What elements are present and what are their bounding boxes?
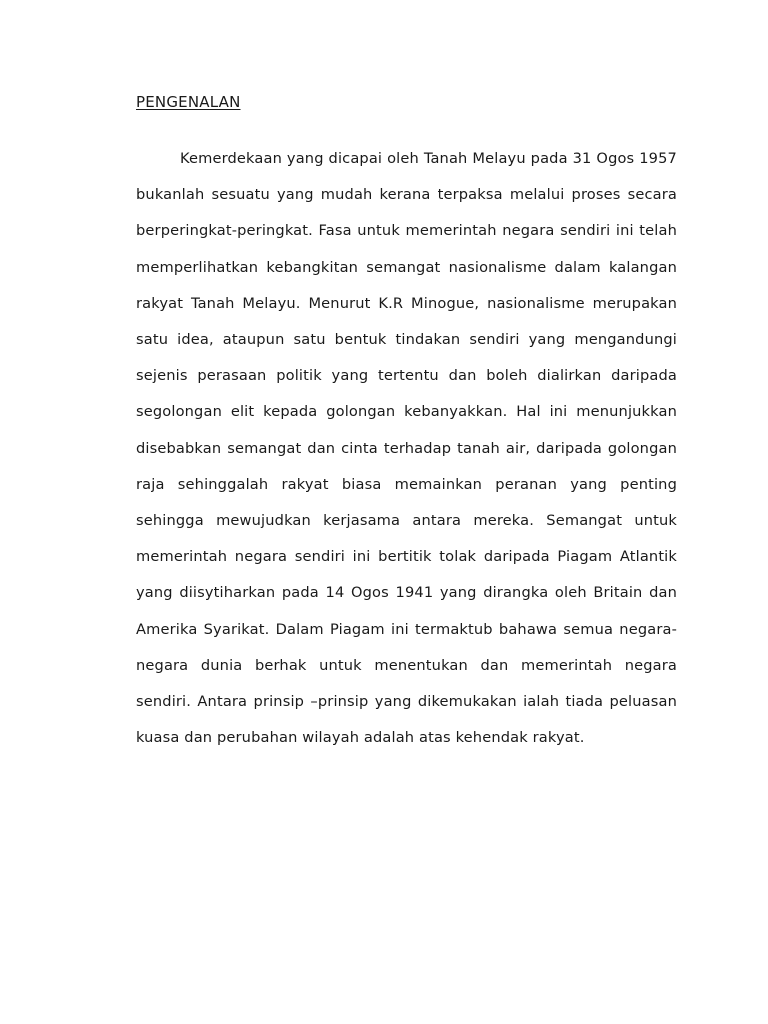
body-paragraph: Kemerdekaan yang dicapai oleh Tanah Melayu pada 31 Ogos 1957 bukanlah sesuatu yang mudah kerana terpaksa melalui proses secara berperingkat-peringkat. Fasa untuk memerintah negara sendiri ini telah memperlihatkan kebangkitan semangat nasionalisme dalam kalangan rakyat Tanah Melayu. Menurut K.R Minogue, nasionalisme merupakan satu idea, ataupun satu bentuk tindakan sendiri yang mengandungi sejenis perasaan politik yang tertentu dan boleh dialirkan daripada segolongan elit kepada golongan kebanyakkan. Hal ini menunjukkan disebabkan semangat dan cinta terhadap tanah air, daripada golongan raja sehinggalah rakyat biasa memainkan peranan yang penting sehingga mewujudkan kerjasama antara mereka. Semangat untuk memerintah negara sendiri ini bertitik tolak daripada Piagam Atlantik yang diisytiharkan pada 14 Ogos 1941 yang dirangka oleh Britain dan Amerika Syarikat. Dalam Piagam ini termaktub bahawa semua negara-negara dunia berhak untuk menentukan dan memerintah negara sendiri. Antara prinsip –prinsip yang dikemukakan ialah tiada peluasan kuasa dan perubahan wilayah adalah atas kehendak rakyat. xyxy=(136,150,677,747)
section-heading: PENGENALAN xyxy=(136,93,241,111)
